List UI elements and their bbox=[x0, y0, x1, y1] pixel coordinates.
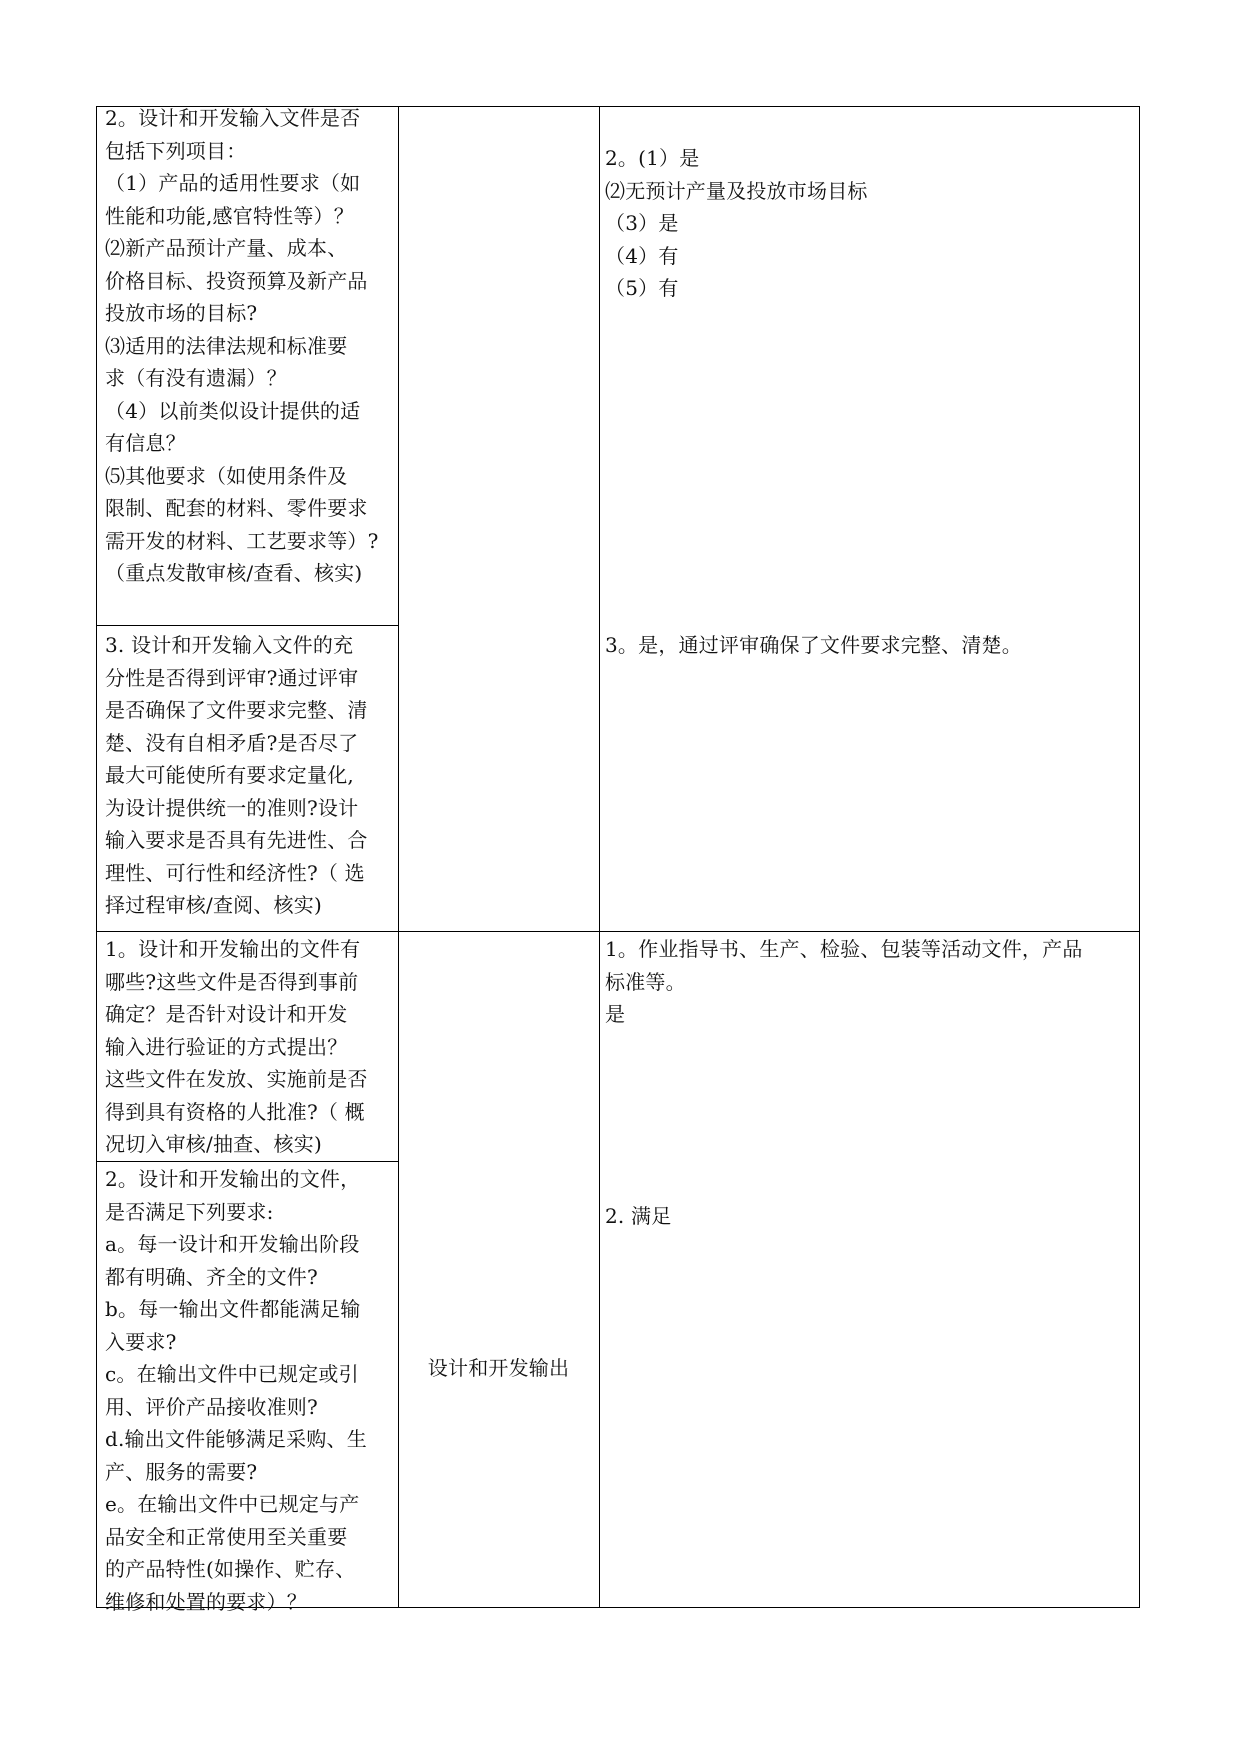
row-divider-left-1 bbox=[97, 625, 398, 626]
answer-output-2: 2. 满足 bbox=[605, 1204, 672, 1228]
question-output-1: 1。设计和开发输出的文件有 哪些?这些文件是否得到事前 确定？是否针对设计和开发 输入进行验证的方式提出？ 这些文件在发放、实施前是否 得到具有资格的人批准?（ 概 况切入审核/抽查、核实) bbox=[105, 937, 368, 1156]
answer-input-3: 3。是，通过评审确保了文件要求完整、清楚。 bbox=[605, 633, 1022, 657]
question-output-2: 2。设计和开发输出的文件， 是否满足下列要求: a。每一设计和开发输出阶段 都有明确、齐全的文件? b。每一输出文件都能满足输 入要求? c。在输出文件中已规定或引 用、评价产品接收准则? d.输出文件能够满足采购、生 产、服务的需要? e。在输出文件中已规定与产 品安全和正常使用至关重要 的产品特性(如操作、贮存、 维修和处置的要求）？ bbox=[105, 1167, 367, 1614]
question-input-2: 2。设计和开发输入文件是否 包括下列项目： （1）产品的适用性要求（如 性能和功能,感官特性等）？ ⑵新产品预计产量、成本、 价格目标、投资预算及新产品 投放市场的目标? ⑶适用的法律法规和标准要 求（有没有遗漏）？ （4）以前类似设计提供的适 有信息？ ⑸其他要求（如使用条件及 限制、配套的材料、零件要求 需开发的材料、工艺要求等）? （重点发散审核/查看、核实) bbox=[105, 106, 379, 585]
answer-output-1: 1。作业指导书、生产、检验、包装等活动文件，产品 标准等。 是 bbox=[605, 937, 1083, 1026]
column-divider-2 bbox=[599, 107, 600, 1607]
audit-checklist-table bbox=[96, 106, 1140, 1614]
section-divider bbox=[97, 931, 1139, 932]
answer-input-2: 2。(1）是 ⑵无预计产量及投放市场目标 （3）是 （4）有 （5）有 bbox=[605, 146, 868, 300]
question-input-3: 3. 设计和开发输入文件的充 分性是否得到评审?通过评审 是否确保了文件要求完整、清 楚、没有自相矛盾?是否尽了 最大可能使所有要求定量化, 为设计提供统一的准则?设计 输入要求是否具有先进性、合 理性、可行性和经济性?（ 选 择过程审核/查阅、核实) bbox=[105, 633, 368, 917]
row-divider-left-2 bbox=[97, 1161, 398, 1162]
section-label-design-output: 设计和开发输出 bbox=[427, 1356, 570, 1380]
